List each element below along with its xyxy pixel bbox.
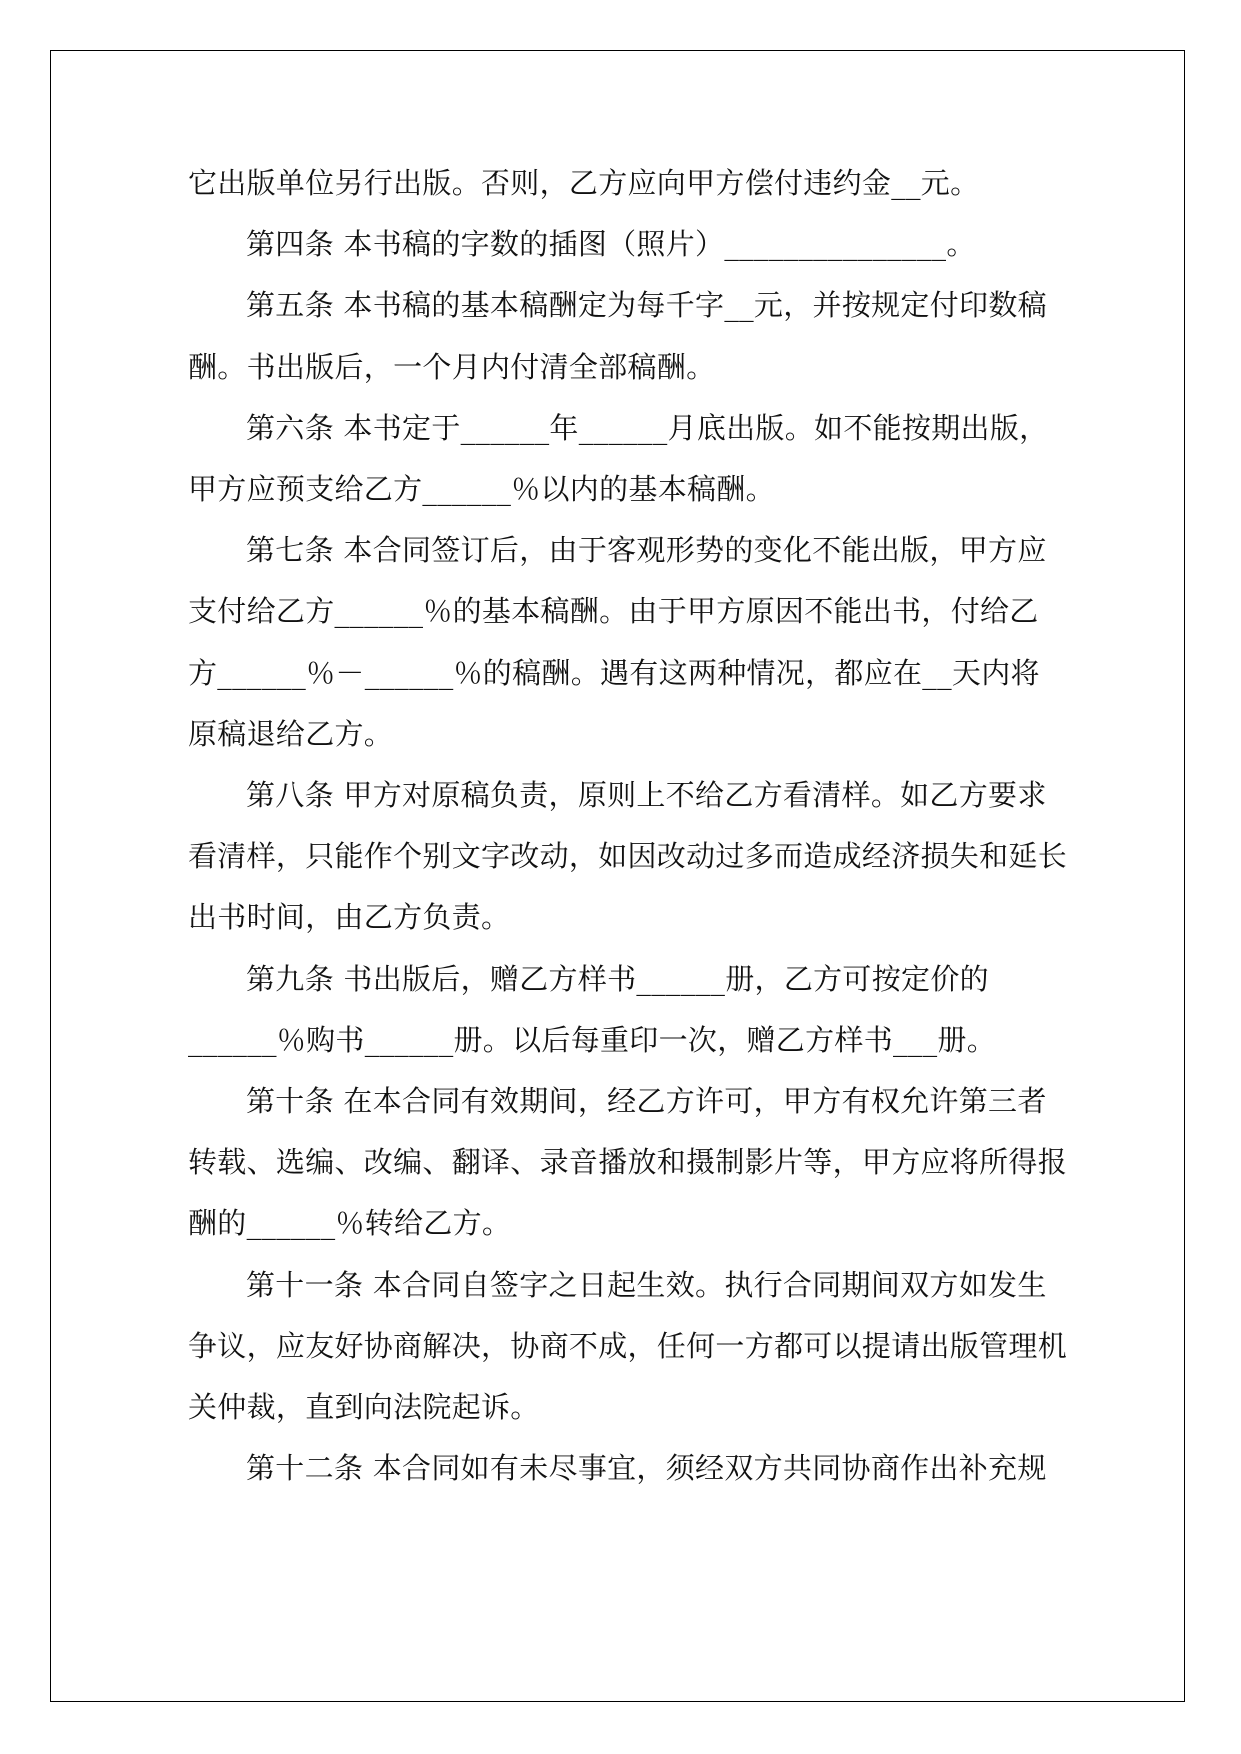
text-line: 第七条 本合同签订后，由于客观形势的变化不能出版，甲方应 <box>246 533 1047 568</box>
paragraph-continuation <box>188 153 1068 214</box>
text-line: 原稿退给乙方。 <box>188 716 394 751</box>
paragraph-article-10 <box>188 1071 1068 1255</box>
text-line: 第六条 本书定于______年______月底出版。如不能按期出版， <box>246 410 1049 445</box>
text-line: 出书时间，由乙方负责。 <box>188 900 511 935</box>
text-line: 第五条 本书稿的基本稿酬定为每千字__元，并按规定付印数稿 <box>246 288 1047 323</box>
text-line: 看清样，只能作个别文字改动，如因改动过多而造成经济损失和延长 <box>188 839 1068 874</box>
text-line: 关仲裁，直到向法院起诉。 <box>188 1390 540 1425</box>
paragraph-article-12 <box>188 1438 1068 1499</box>
paragraph-article-11 <box>188 1255 1068 1439</box>
text-line: 第八条 甲方对原稿负责，原则上不给乙方看清样。如乙方要求 <box>246 778 1047 813</box>
text-line: 争议，应友好协商解决，协商不成，任何一方都可以提请出版管理机 <box>188 1328 1068 1363</box>
text-line: 酬。书出版后，一个月内付清全部稿酬。 <box>188 349 716 384</box>
text-line: 第十一条 本合同自签字之日起生效。执行合同期间双方如发生 <box>246 1267 1047 1302</box>
paragraph-article-6 <box>188 398 1068 520</box>
text-line: 第十二条 本合同如有未尽事宜，须经双方共同协商作出补充规 <box>246 1451 1047 1486</box>
contract-body <box>188 153 1068 1499</box>
text-line: 转载、选编、改编、翻译、录音播放和摄制影片等，甲方应将所得报 <box>188 1145 1068 1180</box>
text-line: ______％购书______册。以后每重印一次，赠乙方样书___册。 <box>188 1022 997 1057</box>
text-line: 支付给乙方______％的基本稿酬。由于甲方原因不能出书，付给乙 <box>188 594 1039 629</box>
text-line: 第四条 本书稿的字数的插图（照片）_______________。 <box>246 227 976 262</box>
paragraph-article-4 <box>188 214 1068 275</box>
text-line: 它出版单位另行出版。否则，乙方应向甲方偿付违约金__元。 <box>188 166 980 200</box>
text-line: 第九条 书出版后，赠乙方样书______册，乙方可按定价的 <box>246 961 989 996</box>
text-line: 酬的______％转给乙方。 <box>188 1206 512 1241</box>
paragraph-article-8 <box>188 765 1068 949</box>
text-line: 第十条 在本合同有效期间，经乙方许可，甲方有权允许第三者 <box>246 1084 1047 1119</box>
paragraph-article-9 <box>188 949 1068 1071</box>
paragraph-article-5 <box>188 275 1068 397</box>
paragraph-article-7 <box>188 520 1068 765</box>
text-line: 方______％－______％的稿酬。遇有这两种情况，都应在__天内将 <box>188 655 1040 690</box>
text-line: 甲方应预支给乙方______％以内的基本稿酬。 <box>188 472 775 507</box>
